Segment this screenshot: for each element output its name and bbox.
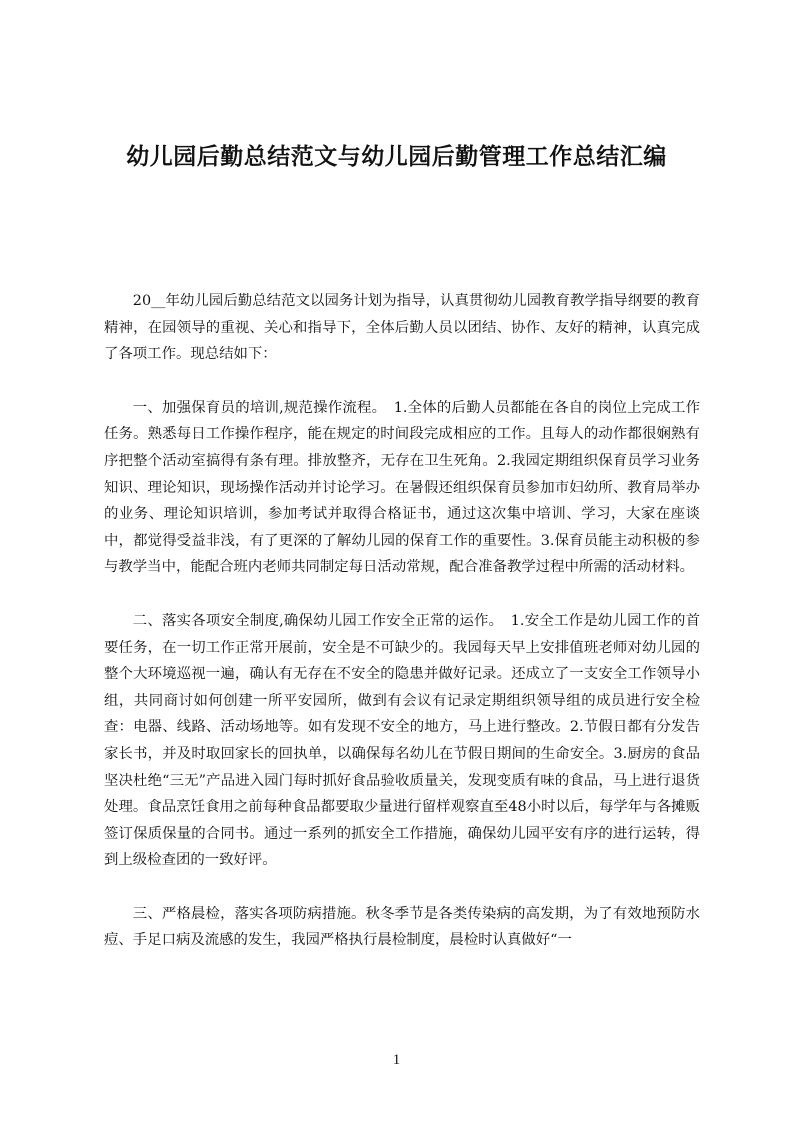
paragraph-health-check: 三、严格晨检，落实各项防病措施。秋冬季节是各类传染病的高发期，为了有效地预防水痘、手足口病及流感的发生，我园严格执行晨检制度，晨检时认真做好“一 [104,905,700,949]
paragraph-spacer [104,874,700,901]
paragraph-spacer [104,581,700,608]
paragraph-spacer [104,368,700,395]
paragraph-training: 一、加强保育员的培训,规范操作流程。 1.全体的后勤人员都能在各自的岗位上完成工作任务。熟悉每日工作操作程序，能在规定的时间段完成相应的工作。且每人的动作都很娴熟有序把整个活动室搞得有条有理。排放整齐，无存在卫生死角。2.我园定期组织保育员学习业务知识、理论知识，现场操作活动并讨论学习。在暑假还组织保育员参加市妇幼所、教育局举办的业务、理论知识培训，参加考试并取得合格证书，通过这次集中培训、学习，大家在座谈中，都觉得受益非浅，有了更深的了解幼儿园的保育工作的重要性。3.保育员能主动积极的参与教学当中，能配合班内老师共同制定每日活动常规，配合准备教学过程中所需的活动材料。 [104,399,700,576]
page-number: 1 [392,1052,401,1068]
paragraph-safety: 二、落实各项安全制度,确保幼儿园工作安全正常的运作。 1.安全工作是幼儿园工作的首要任务，在一切工作正常开展前，安全是不可缺少的。我园每天早上安排值班老师对幼儿园的整个大环境巡视一遍，确认有无存在不安全的隐患并做好记录。还成立了一支安全工作领导小组，共同商讨如何创建一所平安园所，做到有会议有记录定期组织领导组的成员进行安全检查：电器、线路、活动场地等。如有发现不安全的地方，马上进行整改。2.节假日都有分发告家长书，并及时取回家长的回执单，以确保每名幼儿在节假日期间的生命安全。3.厨房的食品坚决杜绝“三无”产品进入园门每时抓好食品验收质量关，发现变质有味的食品，马上进行退货处理。食品烹饪食用之前每种食品都要取少量进行留样观察直至48小时以后，每学年与各摊贩签订保质保量的合同书。通过一系列的抓安全工作措施，确保幼儿园平安有序的进行运转，得到上级检查团的一致好评。 [104,612,700,869]
document-title: 幼儿园后勤总结范文与幼儿园后勤管理工作总结汇编 [126,144,667,170]
paragraph-intro: 20__年幼儿园后勤总结范文以园务计划为指导，认真贯彻幼儿园教育教学指导纲要的教育精神，在园领导的重视、关心和指导下，全体后勤人员以团结、协作、友好的精神，认真完成了各项工作。现总结如下： [104,293,700,363]
document-body [104,288,700,954]
